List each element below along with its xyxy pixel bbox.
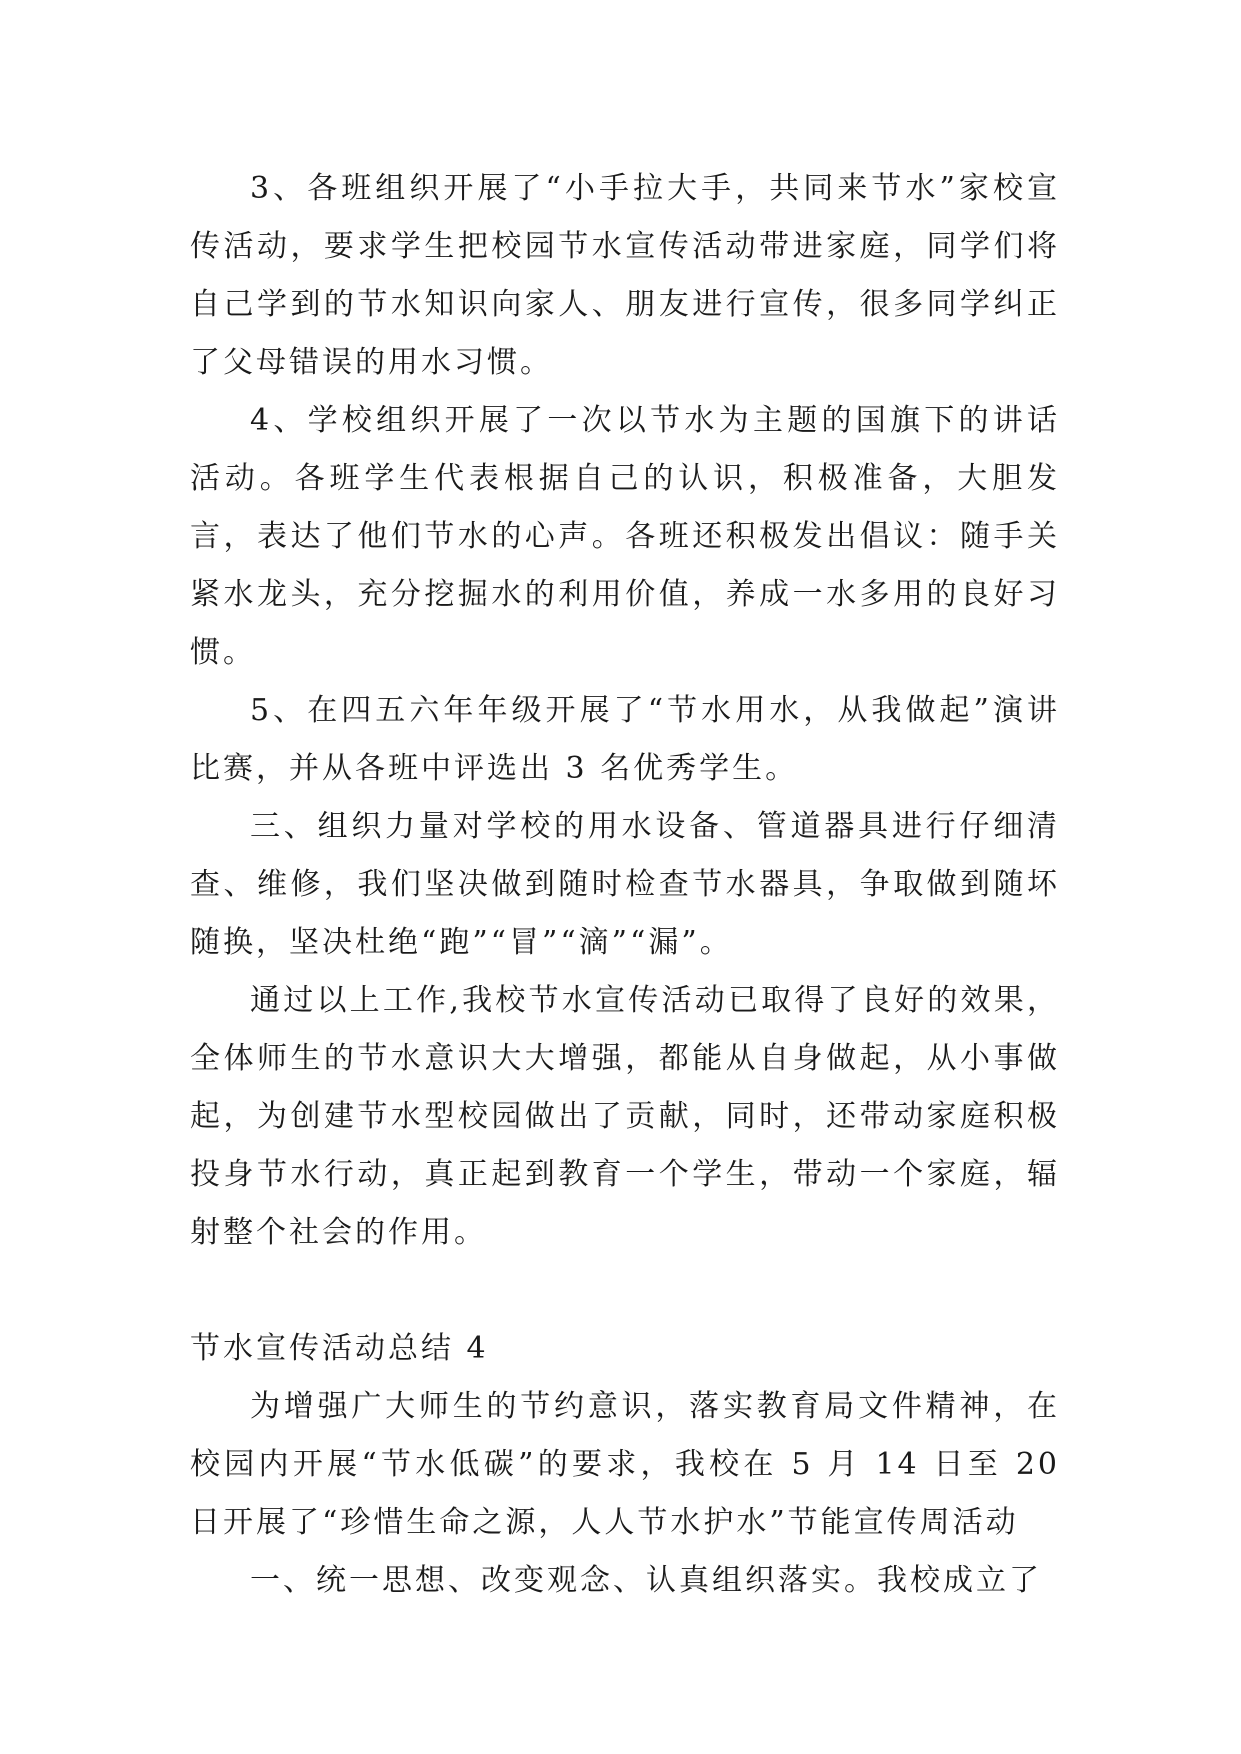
section-title: 节水宣传活动总结 4	[190, 1331, 489, 1366]
paragraph-intro: 为增强广大师生的节约意识，落实教育局文件精神，在校园内开展“节水低碳”的要求，我校在 5 月 14 日至 20 日开展了“珍惜生命之源，人人节水护水”节能宣传周活动	[190, 1389, 1060, 1540]
paragraph-conclusion: 通过以上工作,我校节水宣传活动已取得了良好的效果，全体师生的节水意识大大增强，都能从自身做起，从小事做起，为创建节水型校园做出了贡献，同时，还带动家庭积极投身节水行动，真正起到教育一个学生，带动一个家庭，辐射整个社会的作用。	[190, 983, 1060, 1250]
paragraph-section-one: 一、统一思想、改变观念、认真组织落实。我校成立了	[250, 1563, 1042, 1598]
document-body	[190, 160, 1060, 1610]
paragraph-section-three: 三、组织力量对学校的用水设备、管道器具进行仔细清查、维修，我们坚决做到随时检查节水器具，争取做到随坏随换，坚决杜绝“跑”“冒”“滴”“漏”。	[190, 809, 1060, 960]
paragraph-item-4: 4、学校组织开展了一次以节水为主题的国旗下的讲话活动。各班学生代表根据自己的认识，积极准备，大胆发言，表达了他们节水的心声。各班还积极发出倡议：随手关紧水龙头，充分挖掘水的利用价值，养成一水多用的良好习惯。	[190, 403, 1060, 670]
paragraph-item-5: 5、在四五六年年级开展了“节水用水，从我做起”演讲比赛，并从各班中评选出 3 名优秀学生。	[190, 693, 1060, 786]
paragraph-item-3: 3、各班组织开展了“小手拉大手，共同来节水”家校宣传活动，要求学生把校园节水宣传活动带进家庭，同学们将自己学到的节水知识向家人、朋友进行宣传，很多同学纠正了父母错误的用水习惯。	[190, 171, 1060, 380]
